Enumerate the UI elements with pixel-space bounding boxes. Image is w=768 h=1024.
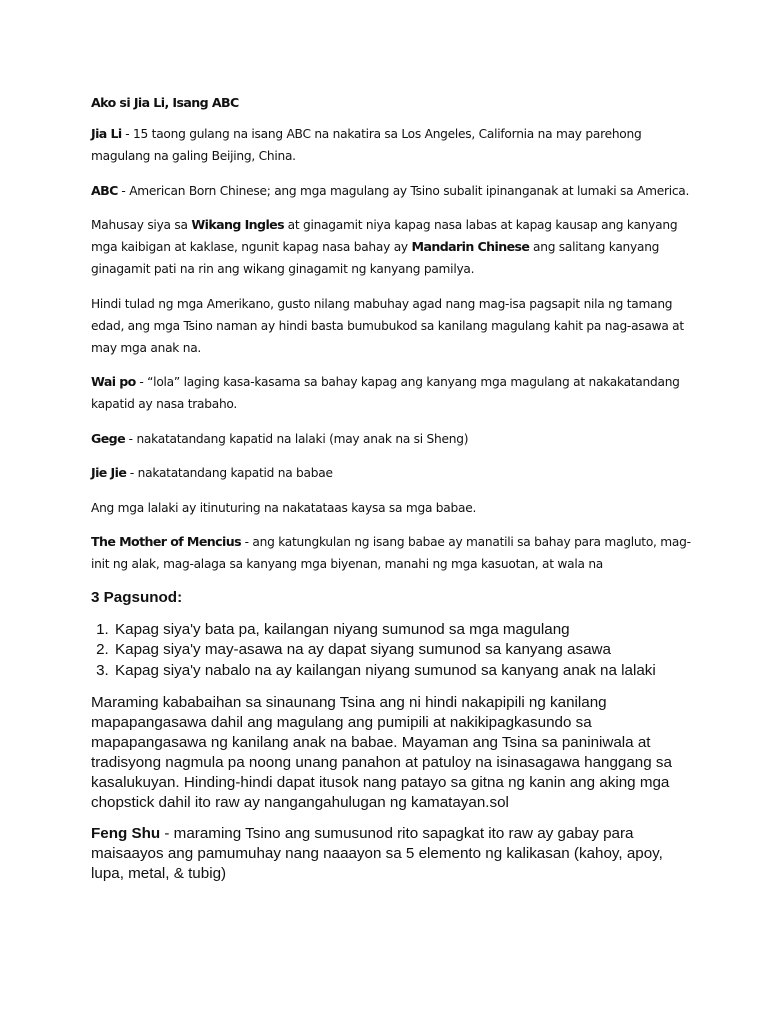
- paragraph-wika: [91, 214, 691, 280]
- definition-wai-po: - “lola” laging kasa-kasama sa bahay kapag ang kanyang mga magulang at nakakatandang kapatid ay nasa trabaho.: [91, 375, 680, 411]
- document-title: [91, 92, 691, 114]
- wika-text-2: at ginagamit niya kapag nasa labas at kapag kausap ang kanyang mga kaibigan at kaklase, ngunit kapag nasa bahay ay: [91, 218, 678, 254]
- list-item: 3. Kapag siya'y nabalo na ay kailangan niyang sumunod sa kanyang anak na lalaki: [113, 661, 691, 682]
- paragraph-amerikano: Hindi tulad ng mga Amerikano, gusto nilang mabuhay agad nang mag-isa pagsapit nila ng tamang edad, ang mga Tsino naman ay hindi basta bumubukod sa kanilang magulang kahit pa nag-asawa at may mga anak na.: [91, 296, 684, 355]
- term-gege: Gege: [91, 430, 126, 446]
- wika-text-1: Mahusay siya sa: [91, 218, 192, 232]
- paragraph-mencius: [91, 531, 691, 575]
- paragraph-jia-li: [91, 123, 691, 167]
- paragraph-gege: [91, 428, 691, 450]
- section-pagsunod: [91, 588, 691, 884]
- pagsunod-heading: 3 Pagsunod:: [91, 588, 183, 606]
- paragraph-jie-jie: [91, 462, 691, 484]
- wika-text-3: ang salitang kanyang ginagamit pati na rin ang wikang ginagamit ng kanyang pamilya.: [91, 240, 660, 276]
- list-item: 1. Kapag siya'y bata pa, kailangan niyang sumunod sa mga magulang: [113, 620, 691, 641]
- term-mandarin-chinese: Mandarin Chinese: [411, 239, 530, 254]
- title-text: Ako si Jia Li, Isang ABC: [91, 95, 239, 110]
- definition-jia-li: - 15 taong gulang na isang ABC na nakatira sa Los Angeles, California na may parehong magulang na galing Beijing, China.: [91, 127, 642, 163]
- paragraph-lalaki: Ang mga lalaki ay itinuturing na nakatataas kaysa sa mga babae.: [91, 500, 477, 515]
- paragraph-abc: [91, 180, 691, 202]
- definition-abc: - American Born Chinese; ang mga magulang ay Tsino subalit ipinanganak at lumaki sa America.: [117, 183, 690, 198]
- definition-feng-shu: - maraming Tsino ang sumusunod rito sapagkat ito raw ay gabay para maisaayos ang pamumuhay nang naaayon sa 5 elemento ng kalikasan (kahoy, apoy, lupa, metal, & tubig): [91, 824, 663, 882]
- list-item: 2. Kapag siya'y may-asawa na ay dapat siyang sumunod sa kanyang asawa: [113, 640, 691, 661]
- term-mother-of-mencius: The Mother of Mencius: [91, 534, 241, 549]
- document-page: [91, 92, 691, 895]
- definition-mother-of-mencius: - ang katungkulan ng isang babae ay manatili sa bahay para magluto, mag-init ng alak, mag-alaga sa kanyang mga biyenan, manahi ng mga kasuotan, at wala na: [91, 535, 691, 571]
- paragraph-maraming: Maraming kababaihan sa sinaunang Tsina ang ni hindi nakapipili ng kanilang mapapangasawa dahil ang magulang ang pumipili at nakikipagkasundo sa mapapangasawa ng kanilang anak na babae. Mayaman ang Tsina sa paniniwala at tradisyong nagmula pa noong unang panahon at patuloy na isinasagawa hanggang sa kasalukuyan. Hinding-hindi dapat itusok nang patayo sa gitna ng kanin ang aking mga chopstick dahil ito raw ay nangangahulugan ng kamatayan.sol: [91, 693, 672, 811]
- term-jie-jie: Jie Jie: [91, 465, 127, 480]
- term-feng-shu: Feng Shu: [91, 824, 161, 842]
- pagsunod-list: [91, 620, 691, 682]
- paragraph-wai-po: [91, 371, 691, 415]
- definition-jie-jie: - nakatatandang kapatid na babae: [126, 466, 333, 480]
- paragraph-feng-shu: [91, 824, 691, 884]
- term-wai-po: Wai po: [91, 374, 136, 389]
- definition-gege: - nakatatandang kapatid na lalaki (may anak na si Sheng): [125, 431, 469, 446]
- term-jia-li: Jia Li: [91, 126, 122, 141]
- section-intro: [91, 92, 691, 575]
- term-abc: ABC: [91, 182, 118, 198]
- term-wikang-ingles: Wikang Ingles: [191, 217, 284, 232]
